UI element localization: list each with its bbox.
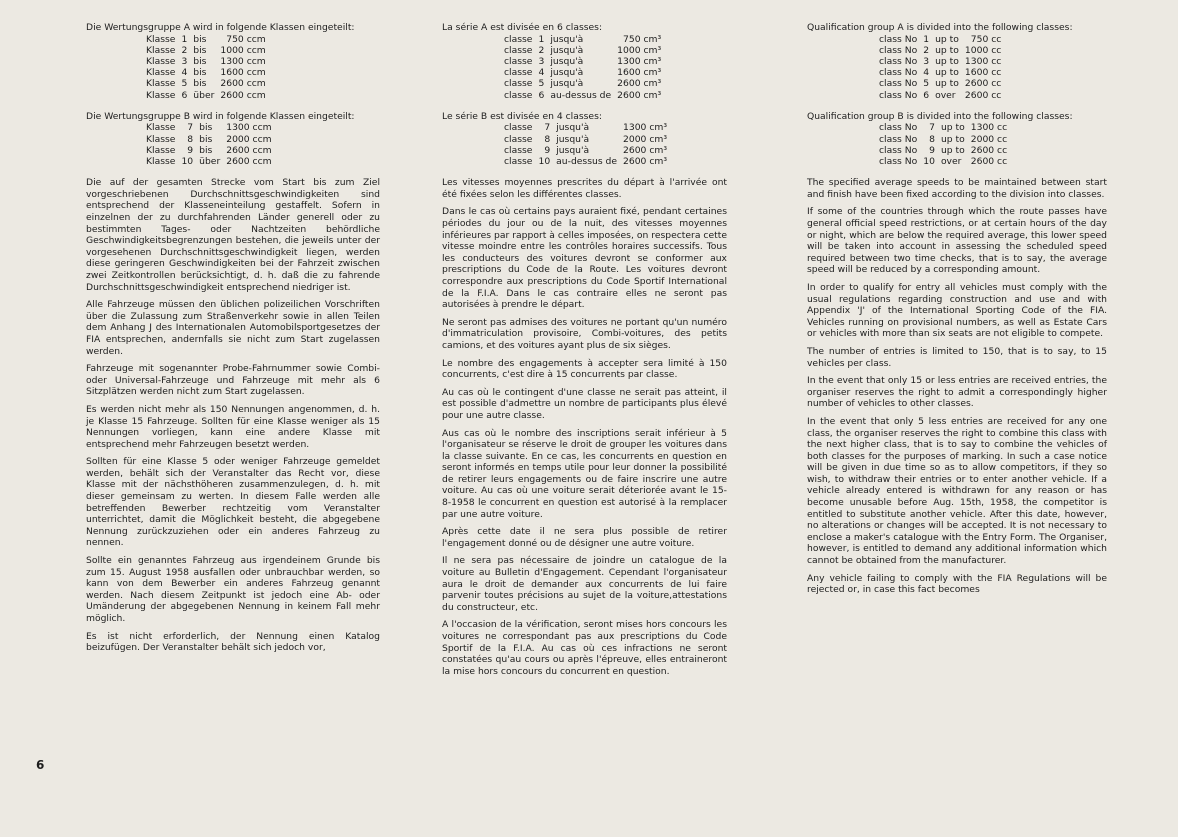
class-number: 4 (538, 67, 545, 79)
class-number: 2 (923, 44, 930, 56)
class-number: 10 (538, 156, 551, 168)
group-b-intro: Die Wertungsgruppe B wird in folgende Klassen eingeteilt: (86, 110, 355, 122)
class-label: Klasse (146, 67, 176, 79)
class-row (879, 134, 1013, 145)
class-capacity: 1000 cm³ (617, 44, 662, 56)
class-relation: bis (199, 122, 213, 134)
class-label: classe (504, 156, 533, 168)
class-capacity: 1000 ccm (220, 44, 266, 56)
class-relation: up to (940, 122, 965, 134)
class-row (504, 56, 667, 67)
body-paragraph: In the event that only 5 less entries are received for any one class, the organiser reserves the right to combine this class with the next higher class, that is to say to combine the vehicles of both classes for the purposes of marking. In such a case notice will be given in due time so as to allow competitors, if they so wish, to withdraw their entries or to enter another vehicle. If a vehicle already entered is withdrawn for any reason or has become unusable before Aug. 15th, 1958, the competitor is entitled to substitute another vehicle. After this date, however, no alterations or changes will be accepted. It is not necessary to enclose a maker's catalogue with the Entry Form. The Organiser, however, is entitled to demand any additional information which cannot be obtained from the manufacturer. (807, 415, 1107, 567)
class-relation: über (199, 156, 221, 168)
class-capacity: 1000 cc (964, 44, 1002, 56)
body-paragraph: A l'occasion de la vérification, seront mises hors concours les voitures ne correspondant pas aux prescriptions du Code Sportif de la F.I.A. Au cas où ces infractions ne seront constatées qu'au cours ou après l'épreuve, elles entraineront la mise hors concours du concurrent en question. (442, 619, 727, 677)
body-paragraph: Any vehicle failing to comply with the FIA Regulations will be rejected or, in case this fact becomes (807, 572, 1107, 596)
class-label: classe (504, 78, 533, 90)
class-row (879, 145, 1013, 156)
class-label: class No (879, 44, 918, 56)
class-row (879, 34, 1007, 45)
body-paragraph: Après cette date il ne sera plus possible de retirer l'engagement donné ou de désigner une autre voiture. (442, 526, 727, 549)
class-label: classe (504, 67, 533, 79)
class-capacity: 2600 cm³ (617, 78, 662, 90)
class-label: class No (879, 122, 918, 134)
body-paragraph: Dans le cas où certains pays auraient fixé, pendant certaines périodes du jour ou de la nuit, des vitesses moyennes inférieures par rapport à celles imposées, on respectera cette vitesse moindre entre les contrôles horaires successifs. Tous les conducteurs des voitures devront se conformer aux prescriptions du Code de la Route. Les voitures devront correspondre aux prescriptions du Code Sportif International de la F.I.A. Dans le cas contraire elles ne seront pas autorisées à prendre le départ. (442, 206, 727, 311)
class-number: 3 (538, 56, 545, 67)
class-number: 6 (538, 89, 545, 101)
class-number: 6 (923, 89, 930, 101)
class-number: 5 (538, 78, 545, 90)
class-relation: up to (940, 133, 965, 145)
class-relation: jusqu'à (556, 144, 590, 156)
class-label: class No (879, 133, 918, 145)
class-label: classe (504, 133, 533, 145)
class-label: class No (879, 33, 918, 45)
class-row (504, 90, 667, 101)
body-paragraph: Sollten für eine Klasse 5 oder weniger Fahrzeuge gemeldet werden, behält sich der Veranstalter das Recht vor, diese Klasse mit der nächsthöheren zusammenzulegen, d. h. mit dieser gemeinsam zu werten. In diesem Falle werden alle betreffenden Bewerber rechtzeitig vom Veranstalter unterrichtet, damit die Möglichkeit besteht, die abgegebene Nennung zurückzuziehen oder ein anderes Fahrzeug zu nennen. (86, 456, 380, 549)
class-relation: bis (193, 78, 207, 90)
class-capacity: 750 cm³ (623, 33, 662, 45)
body-paragraph: Die auf der gesamten Strecke vom Start bis zum Ziel vorgeschriebenen Durchschnittsgeschwindigkeiten sind entsprechend der Klasseneinteilung gestaffelt. Sofern in einzelnen der zu durchfahrenden Länder generell oder zu bestimmten Tages- oder Nachtzeiten behördliche Geschwindigkeitsbegrenzungen bestehen, die jeweils unter der vorgesehenen Durchschnittsgeschwindigkeit liegen, werden diese geringeren Geschwindigkeiten bei der Fahrzeit zwischen zwei Zeitkontrollen berücksichtigt, d. h. daß die zu fahrende Durchschnittsgeschwindigkeit entsprechend niedriger ist. (86, 177, 380, 293)
class-label: classe (504, 122, 533, 134)
body-paragraph: Le nombre des engagements à accepter sera limité à 150 concurrents, c'est dire à 15 concurrents par classe. (442, 357, 727, 381)
class-relation: up to (935, 78, 959, 90)
class-capacity: 2600 cc (970, 156, 1008, 168)
class-relation: up to (935, 33, 959, 45)
class-row (146, 156, 278, 167)
class-capacity: 2600 ccm (220, 78, 266, 90)
class-row (504, 67, 667, 78)
class-number: 5 (923, 78, 930, 90)
class-number: 4 (923, 67, 930, 79)
group-a-class-table (504, 34, 667, 101)
class-number: 10 (923, 156, 935, 168)
french-paragraphs (442, 177, 727, 677)
class-number: 9 (187, 144, 194, 156)
class-row (879, 156, 1013, 167)
class-capacity: 1300 cc (964, 56, 1002, 67)
class-row (146, 122, 278, 133)
body-paragraph: Aus cas où le nombre des inscriptions serait inférieur à 5 l'organisateur se réserve le droit de grouper les voitures dans la classe suivante. En ce cas, les concurrents en question en seront informés en temps utile pour leur donner la possibilité de retirer leurs engagements ou de faire inscrire une autre voiture. Au cas où une voiture serait déteriorée avant le 15-8-1958 le concurrent en question est autorisé à la remplacer par une autre voiture. (442, 427, 727, 520)
class-row (146, 67, 272, 78)
body-paragraph: Au cas où le contingent d'une classe ne serait pas atteint, il est possible d'admettre un nombre de participants plus élevé pour une autre classe. (442, 386, 727, 421)
group-a-class-table (146, 34, 272, 101)
class-capacity: 750 ccm (226, 33, 266, 45)
group-b-class-table (504, 122, 673, 167)
class-relation: jusqu'à (550, 56, 584, 67)
class-label: class No (879, 78, 918, 90)
class-label: classe (504, 144, 533, 156)
body-paragraph: Il ne sera pas nécessaire de joindre un catalogue de la voiture au Bulletin d'Engagement. Cependant l'organisateur aura le droit de demander aux concurrents de lui faire parvenir toutes précisions au sujet de la voiture,attestations du constructeur, etc. (442, 555, 727, 613)
class-row (504, 134, 673, 145)
class-capacity: 1300 cm³ (617, 56, 662, 67)
group-a-intro: Die Wertungsgruppe A wird in folgende Klassen eingeteilt: (86, 22, 355, 33)
english-column (807, 22, 1107, 602)
class-relation: jusqu'à (550, 78, 584, 90)
class-row (146, 78, 272, 89)
class-capacity: 2600 cm³ (617, 89, 662, 101)
body-paragraph: Es ist nicht erforderlich, der Nennung einen Katalog beizufügen. Der Veranstalter behält sich jedoch vor, (86, 630, 380, 654)
group-a-intro: La série A est divisée en 6 classes: (442, 22, 603, 33)
class-row (504, 45, 667, 56)
class-capacity: 2600 ccm (220, 89, 266, 101)
class-row (504, 78, 667, 89)
class-label: Klasse (146, 133, 176, 145)
class-label: classe (504, 44, 533, 56)
class-label: Klasse (146, 89, 176, 101)
class-number: 8 (544, 133, 551, 145)
body-paragraph: Ne seront pas admises des voitures ne portant qu'un numéro d'immatriculation provisoire, Combi-voitures, des petits camions, et des voitures ayant plus de six sièges. (442, 316, 727, 351)
class-capacity: 2000 cm³ (623, 133, 668, 145)
class-row (146, 90, 272, 101)
class-relation: bis (199, 144, 213, 156)
class-label: classe (504, 89, 533, 101)
class-relation: jusqu'à (550, 44, 584, 56)
german-column (86, 22, 380, 660)
class-relation: up to (940, 144, 965, 156)
class-capacity: 2600 cc (970, 144, 1008, 156)
class-number: 10 (181, 156, 194, 168)
class-capacity: 1600 ccm (220, 67, 266, 79)
class-relation: bis (199, 133, 213, 145)
class-relation: jusqu'à (550, 67, 584, 79)
body-paragraph: The number of entries is limited to 150, that is to say, to 15 vehicles per class. (807, 345, 1107, 369)
class-label: class No (879, 156, 918, 168)
class-number: 7 (544, 122, 551, 134)
class-label: Klasse (146, 144, 176, 156)
body-paragraph: In the event that only 15 or less entries are received entries, the organiser reserves the right to admit a correspondingly higher number of vehicles to other classes. (807, 375, 1107, 410)
class-row (146, 34, 272, 45)
body-paragraph: In order to qualify for entry all vehicles must comply with the usual regulations regarding construction and use and with Appendix 'J' of the International Sporting Code of the FIA. Vehicles running on provisional numbers, as well as Estate Cars or vehicles with more than six seats are not eligible to compete. (807, 281, 1107, 340)
group-b-intro: Qualification group B is divided into the following classes: (807, 110, 1073, 122)
class-row (879, 122, 1013, 133)
class-number: 1 (181, 33, 188, 45)
class-capacity: 2600 ccm (226, 156, 272, 168)
class-label: classe (504, 56, 533, 67)
group-a-intro: Qualification group A is divided into the following classes: (807, 22, 1073, 33)
class-number: 8 (187, 133, 194, 145)
class-capacity: 1300 cc (970, 122, 1008, 134)
group-a-class-table (879, 34, 1007, 101)
class-capacity: 2600 cc (964, 78, 1002, 90)
class-number: 9 (929, 144, 935, 156)
class-row (146, 45, 272, 56)
class-row (504, 145, 673, 156)
class-number: 7 (929, 122, 935, 134)
class-label: Klasse (146, 156, 176, 168)
class-label: class No (879, 144, 918, 156)
class-relation: over (940, 156, 962, 168)
class-label: class No (879, 56, 918, 67)
class-label: Klasse (146, 33, 176, 45)
class-relation: up to (935, 56, 959, 67)
class-capacity: 2600 ccm (226, 144, 272, 156)
class-row (879, 45, 1007, 56)
class-row (146, 134, 278, 145)
class-relation: jusqu'à (550, 33, 584, 45)
class-row (879, 90, 1007, 101)
body-paragraph: If some of the countries through which the route passes have general official speed restrictions, or at certain hours of the day or night, which are below the required average, this lower speed will be taken into account in assessing the scheduled speed required between two time checks, that is to say, the average speed will be reduced by a corresponding amount. (807, 206, 1107, 276)
class-capacity: 1300 ccm (226, 122, 272, 134)
class-capacity: 2600 cm³ (623, 144, 668, 156)
class-row (504, 122, 673, 133)
class-row (146, 56, 272, 67)
class-number: 3 (923, 56, 930, 67)
class-capacity: 2000 ccm (226, 133, 272, 145)
class-number: 7 (187, 122, 194, 134)
class-number: 4 (181, 67, 188, 79)
class-relation: jusqu'à (556, 133, 590, 145)
class-relation: up to (935, 67, 959, 79)
english-paragraphs (807, 177, 1107, 596)
class-capacity: 2600 cc (964, 89, 1002, 101)
class-capacity: 2600 cm³ (623, 156, 668, 168)
body-paragraph: Es werden nicht mehr als 150 Nennungen angenommen, d. h. je Klasse 15 Fahrzeuge. Sollten für eine Klasse weniger als 15 Nennungen vorliegen, kann eine andere Klasse mit entsprechend mehr Fahrzeugen besetzt werden. (86, 403, 380, 450)
class-relation: over (935, 89, 956, 101)
class-capacity: 1300 ccm (220, 56, 266, 67)
class-label: class No (879, 67, 918, 79)
class-number: 3 (181, 56, 188, 67)
class-number: 9 (544, 144, 551, 156)
class-capacity: 2000 cc (970, 133, 1008, 145)
class-number: 1 (923, 33, 930, 45)
class-row (504, 34, 667, 45)
class-label: Klasse (146, 56, 176, 67)
class-number: 5 (181, 78, 188, 90)
group-b-intro: Le série B est divisée en 4 classes: (442, 110, 602, 122)
class-label: classe (504, 33, 533, 45)
class-row (879, 56, 1007, 67)
group-b-class-table (879, 122, 1013, 167)
body-paragraph: Fahrzeuge mit sogenannter Probe-Fahrnummer sowie Combi- oder Universal-Fahrzeuge und Fahrzeuge mit mehr als 6 Sitzplätzen werden nicht zum Start zugelassen. (86, 363, 380, 398)
class-relation: über (193, 89, 215, 101)
class-label: Klasse (146, 44, 176, 56)
german-paragraphs (86, 177, 380, 654)
class-relation: up to (935, 44, 959, 56)
class-relation: bis (193, 33, 207, 45)
body-paragraph: The specified average speeds to be maintained between start and finish have been fixed according to the division into classes. (807, 177, 1107, 200)
class-relation: au-dessus de (550, 89, 612, 101)
class-capacity: 750 cc (970, 33, 1002, 45)
class-row (879, 67, 1007, 78)
body-paragraph: Alle Fahrzeuge müssen den üblichen polizeilichen Vorschriften über die Zulassung zum Straßenverkehr sowie in allen Teilen dem Anhang J des Internationalen Automobilsportgesetzes der FIA entsprechen, andernfalls sie nicht zum Start zugelassen werden. (86, 299, 380, 357)
body-paragraph: Sollte ein genanntes Fahrzeug aus irgendeinem Grunde bis zum 15. August 1958 ausfallen oder unbrauchbar werden, so kann von dem Bewerber ein anderes Fahrzeug genannt werden. Nach diesem Zeitpunkt ist jedoch eine Ab- oder Umänderung der abgegebenen Nennung in keinem Fall mehr möglich. (86, 555, 380, 624)
class-relation: bis (193, 56, 207, 67)
group-b-class-table (146, 122, 278, 167)
class-relation: bis (193, 67, 207, 79)
class-relation: jusqu'à (556, 122, 590, 134)
french-column (442, 22, 727, 683)
class-capacity: 1300 cm³ (623, 122, 668, 134)
class-label: Klasse (146, 122, 176, 134)
class-number: 8 (929, 133, 935, 145)
class-number: 6 (181, 89, 188, 101)
class-number: 2 (181, 44, 188, 56)
class-label: Klasse (146, 78, 176, 90)
class-row (504, 156, 673, 167)
body-paragraph: Les vitesses moyennes prescrites du départ à l'arrivée ont été fixées selon les différentes classes. (442, 177, 727, 200)
page-number: 6 (36, 758, 45, 772)
class-relation: bis (193, 44, 207, 56)
class-label: class No (879, 89, 918, 101)
class-number: 2 (538, 44, 545, 56)
class-capacity: 1600 cc (964, 67, 1002, 79)
class-row (146, 145, 278, 156)
class-number: 1 (538, 33, 545, 45)
class-row (879, 78, 1007, 89)
class-capacity: 1600 cm³ (617, 67, 662, 79)
class-relation: au-dessus de (556, 156, 618, 168)
